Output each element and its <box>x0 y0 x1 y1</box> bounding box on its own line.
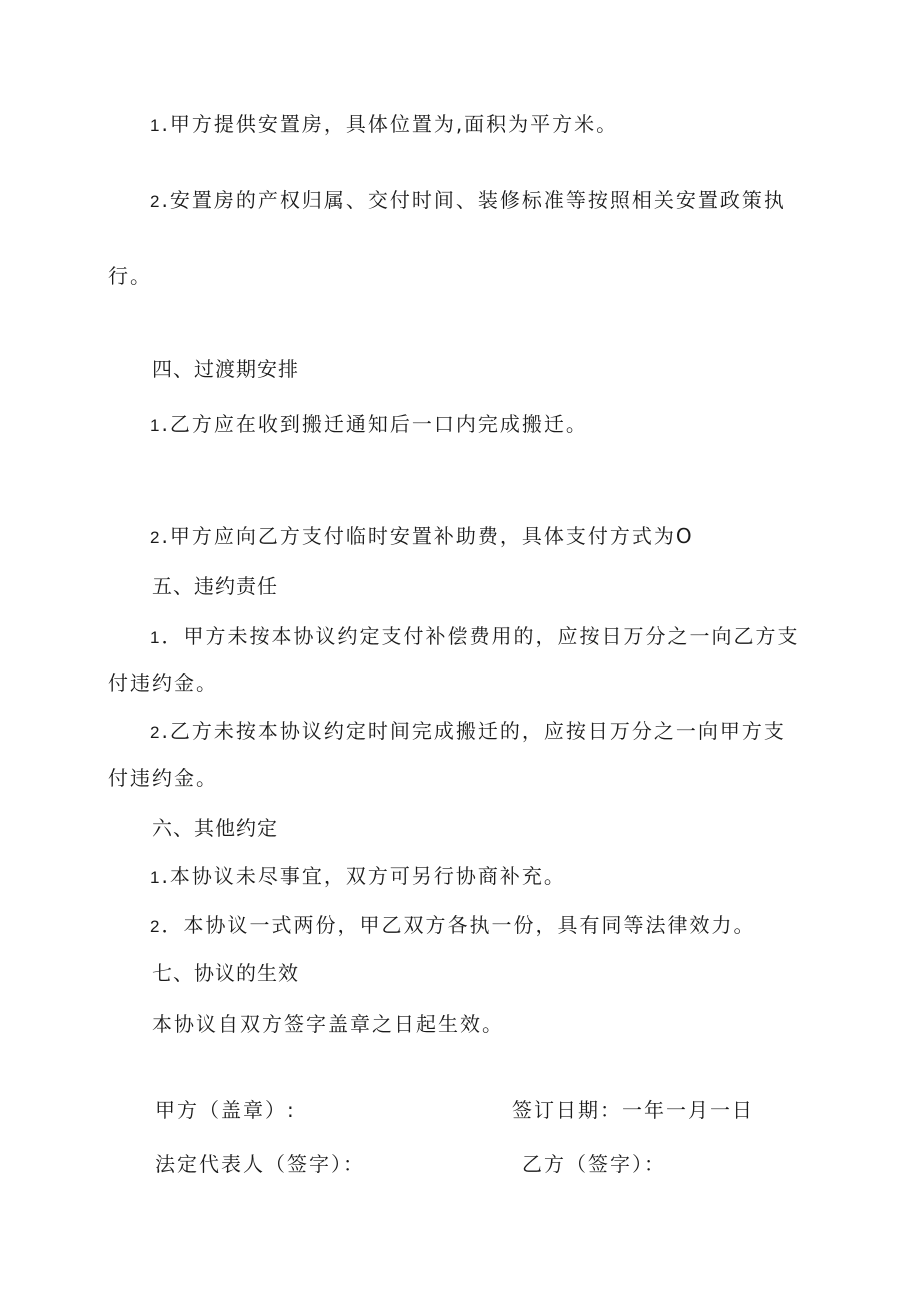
section6-item2 <box>150 911 755 941</box>
section7-body: 本协议自双方签字盖章之日起生效。 <box>152 1012 504 1036</box>
party-a-seal-label: 甲方（盖章）: <box>155 1098 296 1122</box>
section3-item1 <box>150 110 618 140</box>
section3-item2-continuation: 行。 <box>108 264 152 288</box>
section5-item2 <box>150 717 786 747</box>
section4-heading: 四、过渡期安排 <box>152 357 299 381</box>
item-text: .甲方提供安置房，具体位置为,面积为平方米。 <box>161 112 619 136</box>
section5-item2-continuation: 付违约金。 <box>108 766 218 790</box>
item-text: ．甲方未按本协议约定支付补偿费用的，应按日万分之一向乙方支 <box>161 624 800 648</box>
item-text: .本协议未尽事宜，双方可另行协商补充。 <box>161 864 566 888</box>
item-number: 2 <box>150 723 160 742</box>
item-text: .乙方应在收到搬迁通知后一口内完成搬迁。 <box>161 412 588 436</box>
section4-item1 <box>150 410 588 440</box>
item-number: 2 <box>150 528 160 547</box>
section5-item1 <box>150 622 799 652</box>
section4-item2 <box>150 522 694 552</box>
legal-representative-label: 法定代表人（签字）： <box>155 1152 365 1176</box>
item-text: .乙方未按本协议约定时间完成搬迁的，应按日万分之一向甲方支 <box>161 719 786 743</box>
item-number: 1 <box>150 868 160 887</box>
section6-heading: 六、其他约定 <box>152 816 278 840</box>
section5-heading: 五、违约责任 <box>152 574 278 598</box>
item-text: .安置房的产权归属、交付时间、装修标准等按照相关安置政策执 <box>161 188 786 212</box>
party-b-signature-label: 乙方（签字）： <box>522 1152 666 1176</box>
item-number: 2 <box>150 192 160 211</box>
sign-date-label: 签订日期：一年一月一日 <box>512 1098 754 1122</box>
item-number: 1 <box>150 416 160 435</box>
section3-item2 <box>150 186 786 216</box>
section7-heading: 七、协议的生效 <box>152 961 299 985</box>
section6-item1 <box>150 862 566 892</box>
section5-item1-continuation: 付违约金。 <box>108 671 218 695</box>
item-number: 1 <box>150 628 160 647</box>
item-text: .甲方应向乙方支付临时安置补助费，具体支付方式为O <box>161 524 694 548</box>
item-number: 1 <box>150 116 160 135</box>
item-text: ．本协议一式两份，甲乙双方各执一份，具有同等法律效力。 <box>161 913 756 937</box>
item-number: 2 <box>150 917 160 936</box>
